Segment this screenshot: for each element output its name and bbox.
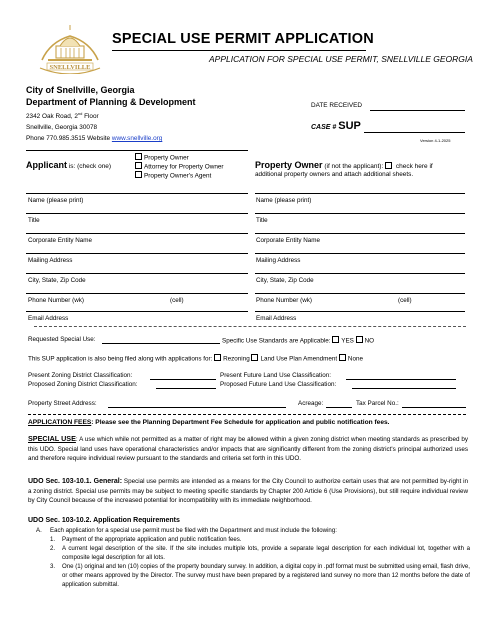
applicant-name-label: Name (please print) bbox=[28, 197, 84, 204]
udo-general-section: UDO Sec. 103-10.1. General: Special use permits are intended as a means for the City Council to authorize certain uses that are not permitted by-right in a zoning district. Special use permits may be subject to meeting specific standards by Chapter 200 Article 6 (Use Provisions), but still require individual review by City Council because of the increased potential for incompatibility with its immediate neighborhood. bbox=[28, 478, 468, 504]
present-future-label: Present Future Land Use Classification: bbox=[220, 372, 331, 379]
applicant-email-label: Email Address bbox=[28, 315, 69, 322]
owner-name-label: Name (please print) bbox=[256, 197, 312, 204]
owner-city-label: City, State, Zip Code bbox=[256, 277, 314, 284]
applicant-title-label: Title bbox=[28, 217, 40, 224]
req-item: A current legal description of the site. If the site includes multiple lots, provide a separate legal description for each individual lot, together with a composite legal description for all lots. bbox=[62, 545, 470, 561]
date-received-line bbox=[370, 110, 465, 111]
page-subtitle: APPLICATION FOR SPECIAL USE PERMIT, SNELLVILLE GEORGIA bbox=[209, 54, 473, 64]
owner-cell-label: (cell) bbox=[398, 297, 412, 304]
owner-heading: Property Owner (if not the applicant): check here if bbox=[255, 160, 433, 170]
req-a-marker: A. bbox=[36, 527, 42, 534]
req-item-marker: 1. bbox=[50, 536, 56, 543]
owner-title-label: Title bbox=[256, 217, 268, 224]
checkbox-icon[interactable] bbox=[135, 153, 142, 160]
fees-divider bbox=[28, 414, 466, 415]
city-citystatezip: Snellville, Georgia 30078 bbox=[26, 124, 98, 131]
case-number-label: CASE # SUP bbox=[311, 120, 361, 132]
req-item-marker: 3. bbox=[50, 563, 56, 570]
owner-phone-label: Phone Number (wk) bbox=[256, 297, 312, 304]
proposed-future-label: Proposed Future Land Use Classification: bbox=[220, 381, 337, 388]
applicant-corp-label: Corporate Entity Name bbox=[28, 237, 93, 244]
applicant-option-owner[interactable]: Property Owner bbox=[135, 153, 189, 162]
applicant-city-label: City, State, Zip Code bbox=[28, 277, 86, 284]
applicant-option-agent[interactable]: Property Owner's Agent bbox=[135, 171, 211, 180]
requested-use-label: Requested Special Use: bbox=[28, 336, 96, 343]
title-underline bbox=[112, 50, 366, 51]
owner-corp-label: Corporate Entity Name bbox=[256, 237, 321, 244]
owner-note-line2: additional property owners and attach additional sheets. bbox=[255, 171, 414, 178]
section-divider bbox=[34, 326, 466, 327]
checkbox-icon[interactable] bbox=[332, 336, 339, 343]
present-zoning-label: Present Zoning District Classification: bbox=[28, 372, 133, 379]
udo-requirements-title: UDO Sec. 103-10.2. Application Requirements bbox=[28, 517, 180, 524]
applicant-heading: Applicant is: (check one) bbox=[26, 160, 112, 170]
applicant-mailing-label: Mailing Address bbox=[28, 257, 73, 264]
applicant-cell-label: (cell) bbox=[170, 297, 184, 304]
acreage-label: Acreage: bbox=[298, 400, 324, 407]
checkbox-icon[interactable] bbox=[385, 162, 392, 169]
checkbox-icon[interactable] bbox=[214, 354, 221, 361]
website-link[interactable]: www.snellville.org bbox=[111, 135, 163, 142]
owner-mailing-label: Mailing Address bbox=[256, 257, 301, 264]
city-name: City of Snellville, Georgia bbox=[26, 85, 135, 95]
applicant-phone-label: Phone Number (wk) bbox=[28, 297, 84, 304]
city-street: 2342 Oak Road, 2nd Floor bbox=[26, 111, 99, 121]
version-label: Version 4-1-2025 bbox=[420, 138, 451, 143]
case-number-line bbox=[364, 132, 465, 133]
checkbox-icon[interactable] bbox=[356, 336, 363, 343]
city-phone-line: Phone 770.985.3515 Website www.snellville.org bbox=[26, 135, 163, 142]
applicant-option-attorney[interactable]: Attorney for Property Owner bbox=[135, 162, 224, 171]
owner-email-label: Email Address bbox=[256, 315, 297, 322]
use-standards-question: Specific Use Standards are Applicable: YES NO bbox=[222, 337, 375, 345]
special-use-definition: SPECIAL USE: A use which while not permitted as a matter of right may be allowed within a given zoning district when meeting standards as prescribed by this UDO. Special land uses have operational characteristics and/or impacts that are significantly different from the zoning district's principal authorized uses and therefore require individual review pursuant to the standards and criteria set forth in this UDO. bbox=[28, 434, 469, 462]
req-a-text: Each application for a special use permit must be filed with the Department and must include the following: bbox=[50, 527, 337, 534]
req-item: One (1) original and ten (10) copies of the property boundary survey. In addition, a digital copy in .pdf format must be submitted using email, flash drive, or other means approved by the Director. The survey must have been prepared by a registered land survey no more than 12 months before the date of application submittal. bbox=[62, 563, 470, 588]
date-received-label: DATE RECEIVED bbox=[311, 102, 363, 109]
req-item-marker: 2. bbox=[50, 545, 56, 552]
application-fees: APPLICATION FEES: Please see the Planning Department Fee Schedule for application and public notification fees. bbox=[28, 419, 390, 426]
checkbox-icon[interactable] bbox=[251, 354, 258, 361]
checkbox-icon[interactable] bbox=[339, 354, 346, 361]
street-address-label: Property Street Address: bbox=[28, 400, 97, 407]
also-filed-line: This SUP application is also being filed along with applications for: Rezoning Land Use Plan Amendment None bbox=[28, 355, 363, 363]
req-item: Payment of the appropriate application and public notification fees. bbox=[62, 536, 242, 543]
checkbox-icon[interactable] bbox=[135, 162, 142, 169]
tax-parcel-label: Tax Parcel No.: bbox=[356, 400, 399, 407]
checkbox-icon[interactable] bbox=[135, 171, 142, 178]
page-title: SPECIAL USE PERMIT APPLICATION bbox=[112, 31, 374, 47]
applicant-top-rule bbox=[26, 150, 248, 151]
department-name: Department of Planning & Development bbox=[26, 97, 196, 107]
svg-text:SNELLVILLE: SNELLVILLE bbox=[49, 64, 91, 71]
proposed-zoning-label: Proposed Zoning District Classification: bbox=[28, 381, 138, 388]
city-logo bbox=[34, 22, 106, 74]
